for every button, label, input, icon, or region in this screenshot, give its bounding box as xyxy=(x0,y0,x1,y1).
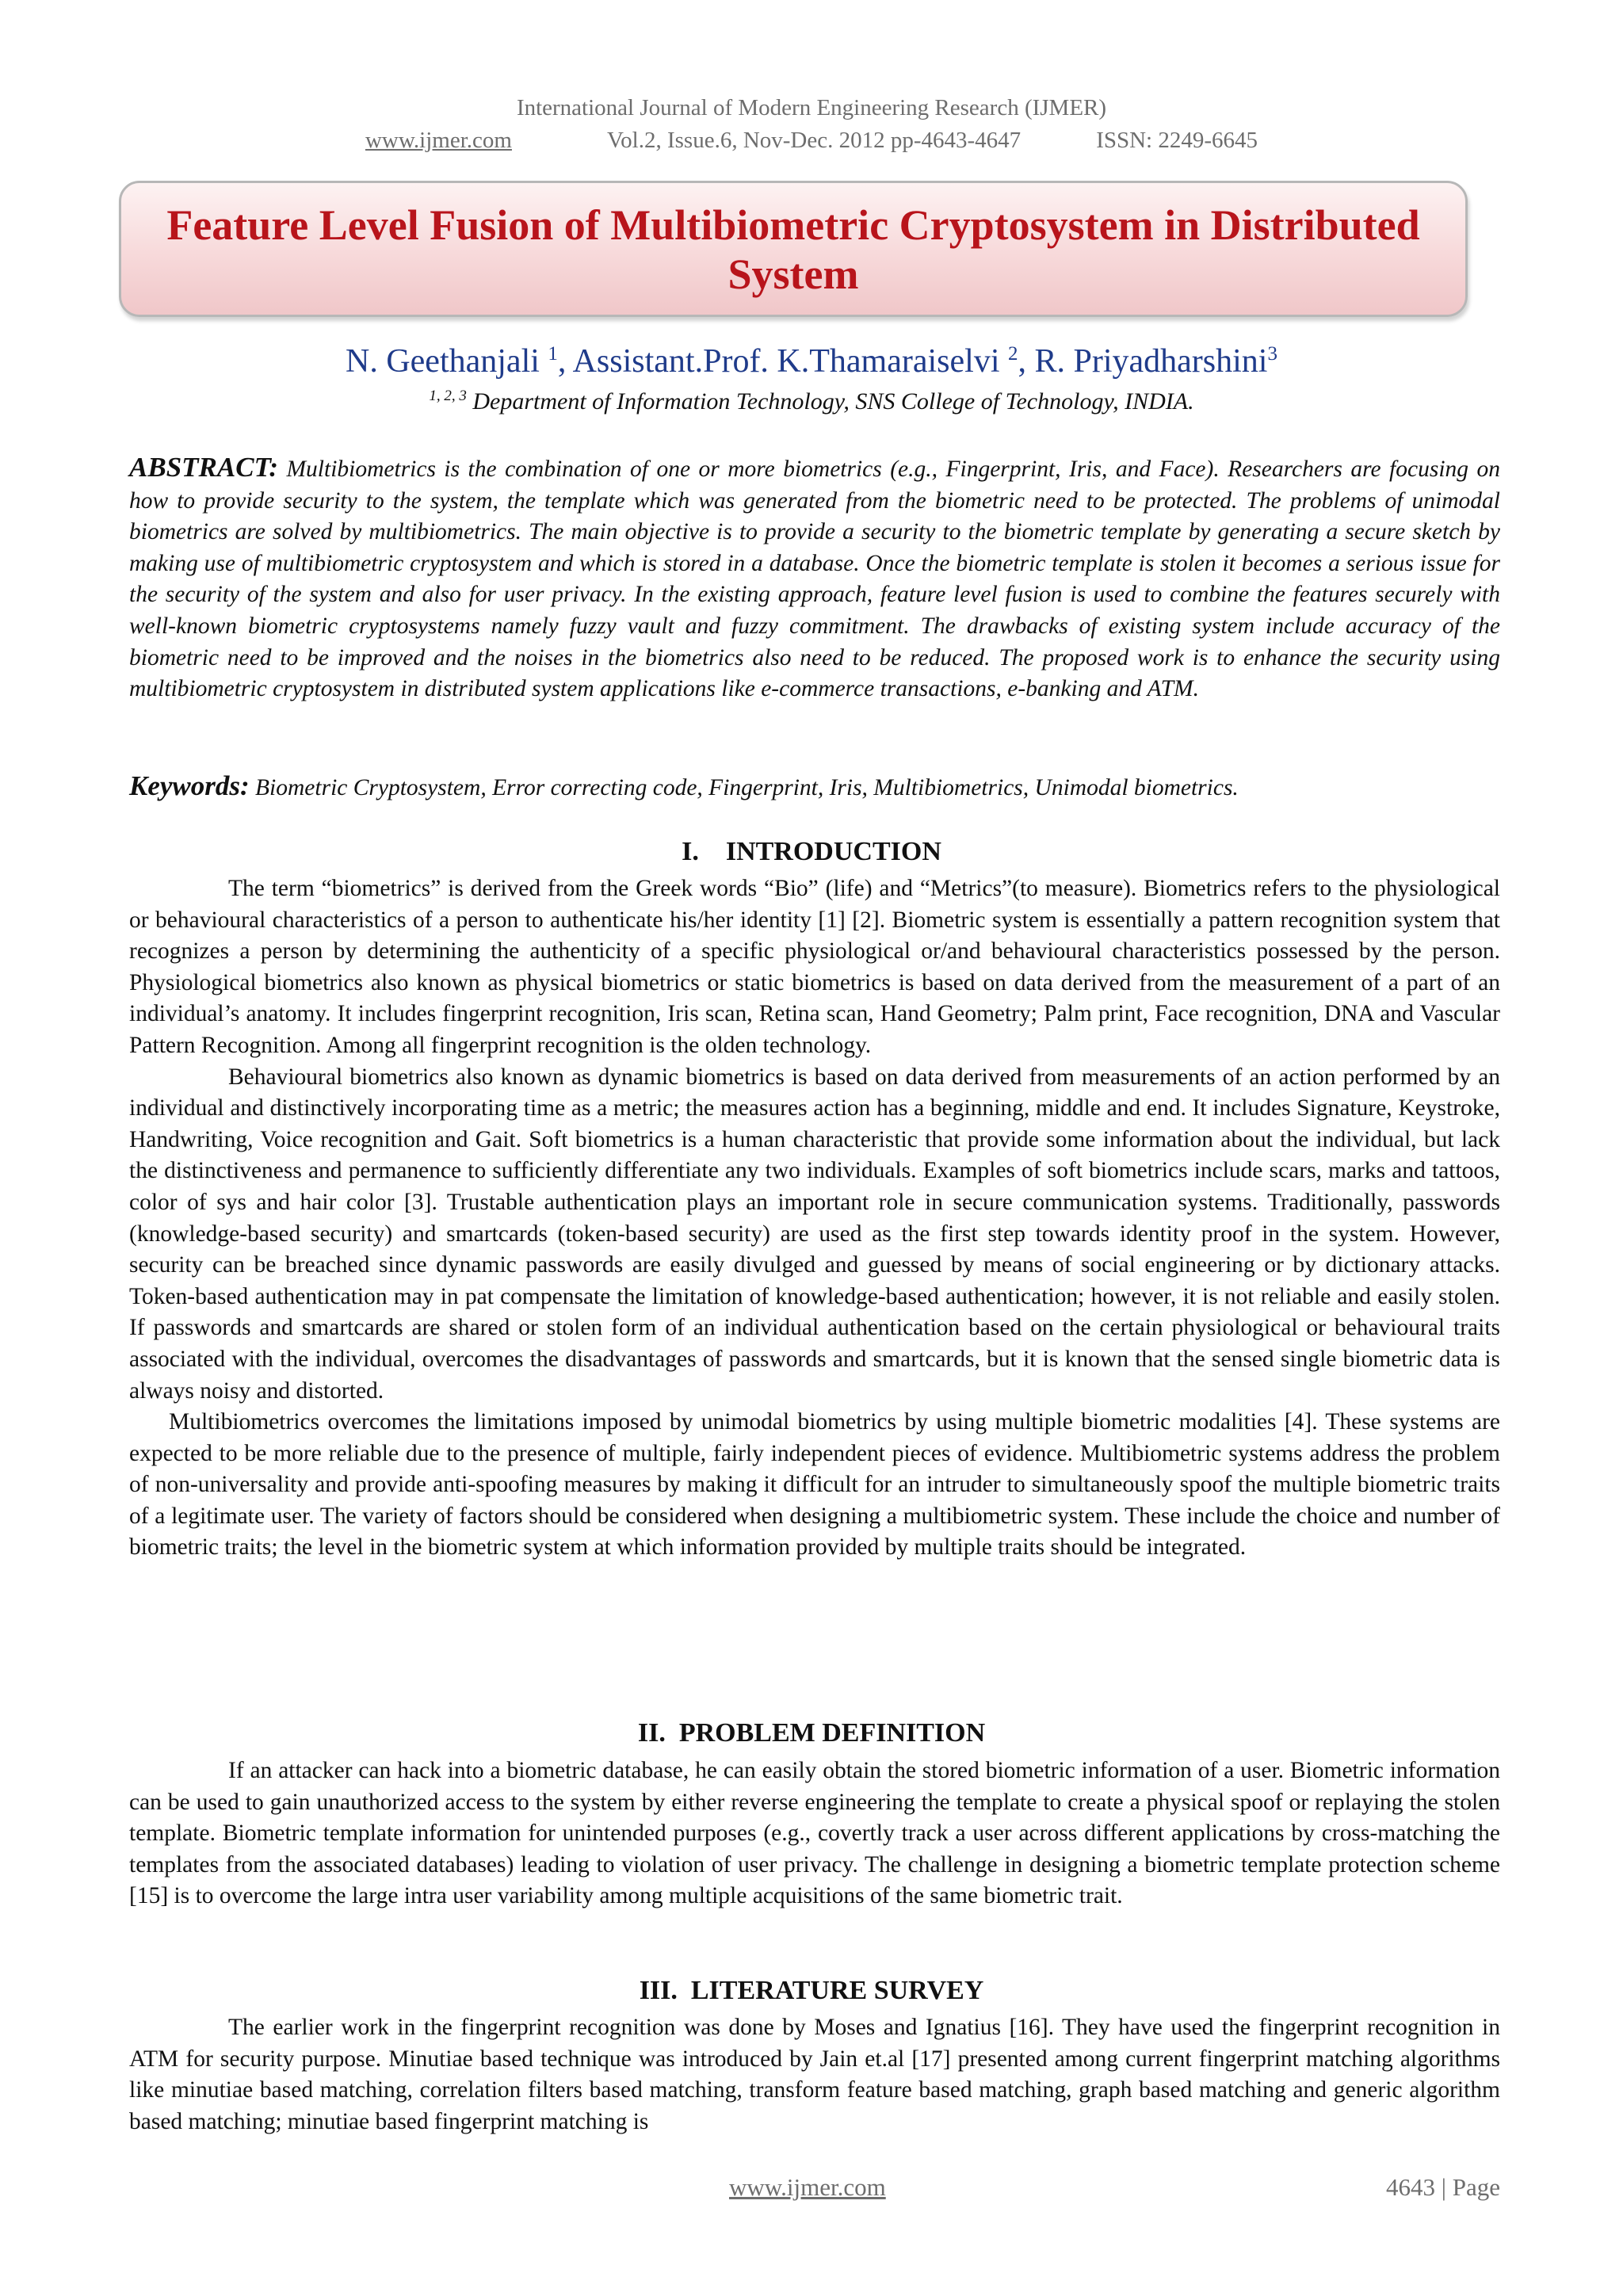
paragraph: Multibiometrics overcomes the limitations imposed by unimodal biometrics by using multiple biometric modalities [4]. These systems are expected to be more reliable due to the presence of multiple, fairly independent pieces of evidence. Multibiometric systems address the problem of non-universality and provide anti-spoofing measures by making it difficult for an intruder to simultaneously spoof the multiple biometric traits of a legitimate user. The variety of factors should be considered when designing a multibiometric system. These include the choice and number of biometric traits; the level in the biometric system at which information provided by multiple traits should be integrated. xyxy=(129,1409,1500,1561)
keywords xyxy=(129,770,1500,804)
page-number: 4643 | Page xyxy=(1386,2173,1500,2201)
introduction-body xyxy=(129,873,1500,1564)
author-1: N. Geethanjali xyxy=(346,343,548,380)
paper-title-line1: Feature Level Fusion of Multibiometric Cryptosystem in Distributed xyxy=(166,201,1420,249)
author-list xyxy=(0,342,1623,380)
journal-name: International Journal of Modern Engineering Research (IJMER) xyxy=(516,95,1107,120)
paragraph: If an attacker can hack into a biometric database, he can easily obtain the stored biometric information of a user. Biometric information can be used to gain unauthorized access to the system by either reverse engineering the template to create a physical spoof or replaying the stolen template. Biometric template information for unintended purposes (e.g., covertly track a user across different applications by cross-matching the templates from the associated databases) leading to violation of user privacy. The challenge in designing a biometric template protection scheme [15] is to overcome the large intra user variability among multiple acquisitions of the same biometric trait. xyxy=(129,1758,1500,1909)
affiliation xyxy=(0,388,1623,415)
issn-info: ISSN: 2249-6645 xyxy=(1096,128,1258,153)
section-heading-literature-survey: III. LITERATURE SURVEY xyxy=(639,1976,984,2005)
paragraph: The term “biometrics” is derived from the Greek words “Bio” (life) and “Metrics”(to measure). Biometrics refers to the physiological or behavioural characteristics of a person to authenticate his/her identity [1] [2]. Biometric system is essentially a pattern recognition system that recognizes a person by determining the authenticity of a specific physiological or/and behavioural characteristics possessed by the person. Physiological biometrics also known as physical biometrics or static biometrics is based on data derived from the measurement of a part of an individual’s anatomy. It includes fingerprint recognition, Iris scan, Retina scan, Hand Geometry; Palm print, Face recognition, DNA and Vascular Pattern Recognition. Among all fingerprint recognition is the olden technology. xyxy=(129,876,1500,1058)
paragraph: Behavioural biometrics also known as dynamic biometrics is based on data derived from measurements of an action performed by an individual and distinctively incorporating time as a metric; the measures action has a beginning, middle and end. It includes Signature, Keystroke, Handwriting, Voice recognition and Gait. Soft biometrics is a human characteristic that provide some information about the individual, but lack the distinctiveness and permanence to sufficiently differentiate any two individuals. Examples of soft biometrics include scars, marks and tattoos, color of sys and hair color [3]. Trustable authentication plays an important role in secure communication systems. Traditionally, passwords (knowledge-based security) and smartcards (token-based security) are used as the first step towards identity proof in the system. However, security can be breached since dynamic passwords are easily divulged and guessed by means of social engineering or by dictionary attacks. Token-based authentication may in pat compensate the limitation of knowledge-based authentication; however, it is not reliable and easily stolen. If passwords and smartcards are shared or stolen form of an individual authentication based on the certain physiological or behavioural traits associated with the individual, overcomes the disadvantages of passwords and smartcards, but it is known that the sensed single biometric data is always noisy and distorted. xyxy=(129,1064,1500,1404)
abstract-text: Multibiometrics is the combination of one or more biometrics (e.g., Fingerprint, Iris, and Face). Researchers are focusing on how to provide security to the system, the template which was generated from the biometric need to be protected. The problems of unimodal biometrics are solved by multibiometrics. The main objective is to provide a security to the biometric template by generating a secure sketch by making use of multibiometric cryptosystem and which is stored in a database. Once the biometric template is stolen it becomes a serious issue for the security of the system and also for user privacy. In the existing approach, feature level fusion is used to combine the features securely with well-known biometric cryptosystems namely fuzzy vault and fuzzy commitment. The drawbacks of existing system include accuracy of the biometric need to be improved and the noises in the biometrics also need to be reduced. The proposed work is to enhance the security using multibiometric cryptosystem in distributed system applications like e-commerce transactions, e-banking and ATM. xyxy=(129,457,1500,702)
section-heading-problem-definition: II. PROBLEM DEFINITION xyxy=(637,1718,986,1748)
keywords-text: Biometric Cryptosystem, Error correcting code, Fingerprint, Iris, Multibiometrics, Unimodal biometrics. xyxy=(249,775,1239,800)
literature-survey-body xyxy=(129,2012,1500,2137)
section-heading-introduction: I. INTRODUCTION xyxy=(682,837,941,866)
author-2: , Assistant.Prof. K.Thamaraiselvi xyxy=(557,343,1008,380)
volume-info: Vol.2, Issue.6, Nov-Dec. 2012 pp-4643-4647 xyxy=(606,128,1022,153)
author-2-sup: 2 xyxy=(1008,343,1018,365)
title-banner xyxy=(119,181,1468,317)
problem-definition-body xyxy=(129,1755,1500,1912)
author-3: , R. Priyadharshini xyxy=(1018,343,1268,380)
paragraph: The earlier work in the fingerprint recognition was done by Moses and Ignatius [16]. They have used the fingerprint recognition in ATM for security purpose. Minutiae based technique was introduced by Jain et.al [17] presented among current fingerprint matching algorithms like minutiae based matching, correlation filters based matching, transform feature based matching, graph based matching and generic algorithm based matching; minutiae based fingerprint matching is xyxy=(129,2015,1500,2134)
paper-title-line2: System xyxy=(727,250,859,298)
journal-url-link[interactable]: www.ijmer.com xyxy=(365,128,512,153)
paper-title xyxy=(121,201,1465,299)
footer-url-link[interactable]: www.ijmer.com xyxy=(729,2173,886,2201)
abstract xyxy=(129,452,1500,705)
abstract-label: ABSTRACT: xyxy=(129,452,279,483)
keywords-label: Keywords: xyxy=(129,770,250,801)
author-1-sup: 1 xyxy=(548,343,558,365)
affiliation-sup: 1, 2, 3 xyxy=(429,388,467,404)
affiliation-text: Department of Information Technology, SNS College of Technology, INDIA. xyxy=(466,388,1194,415)
author-3-sup: 3 xyxy=(1267,343,1277,365)
journal-info-line xyxy=(0,128,1623,154)
